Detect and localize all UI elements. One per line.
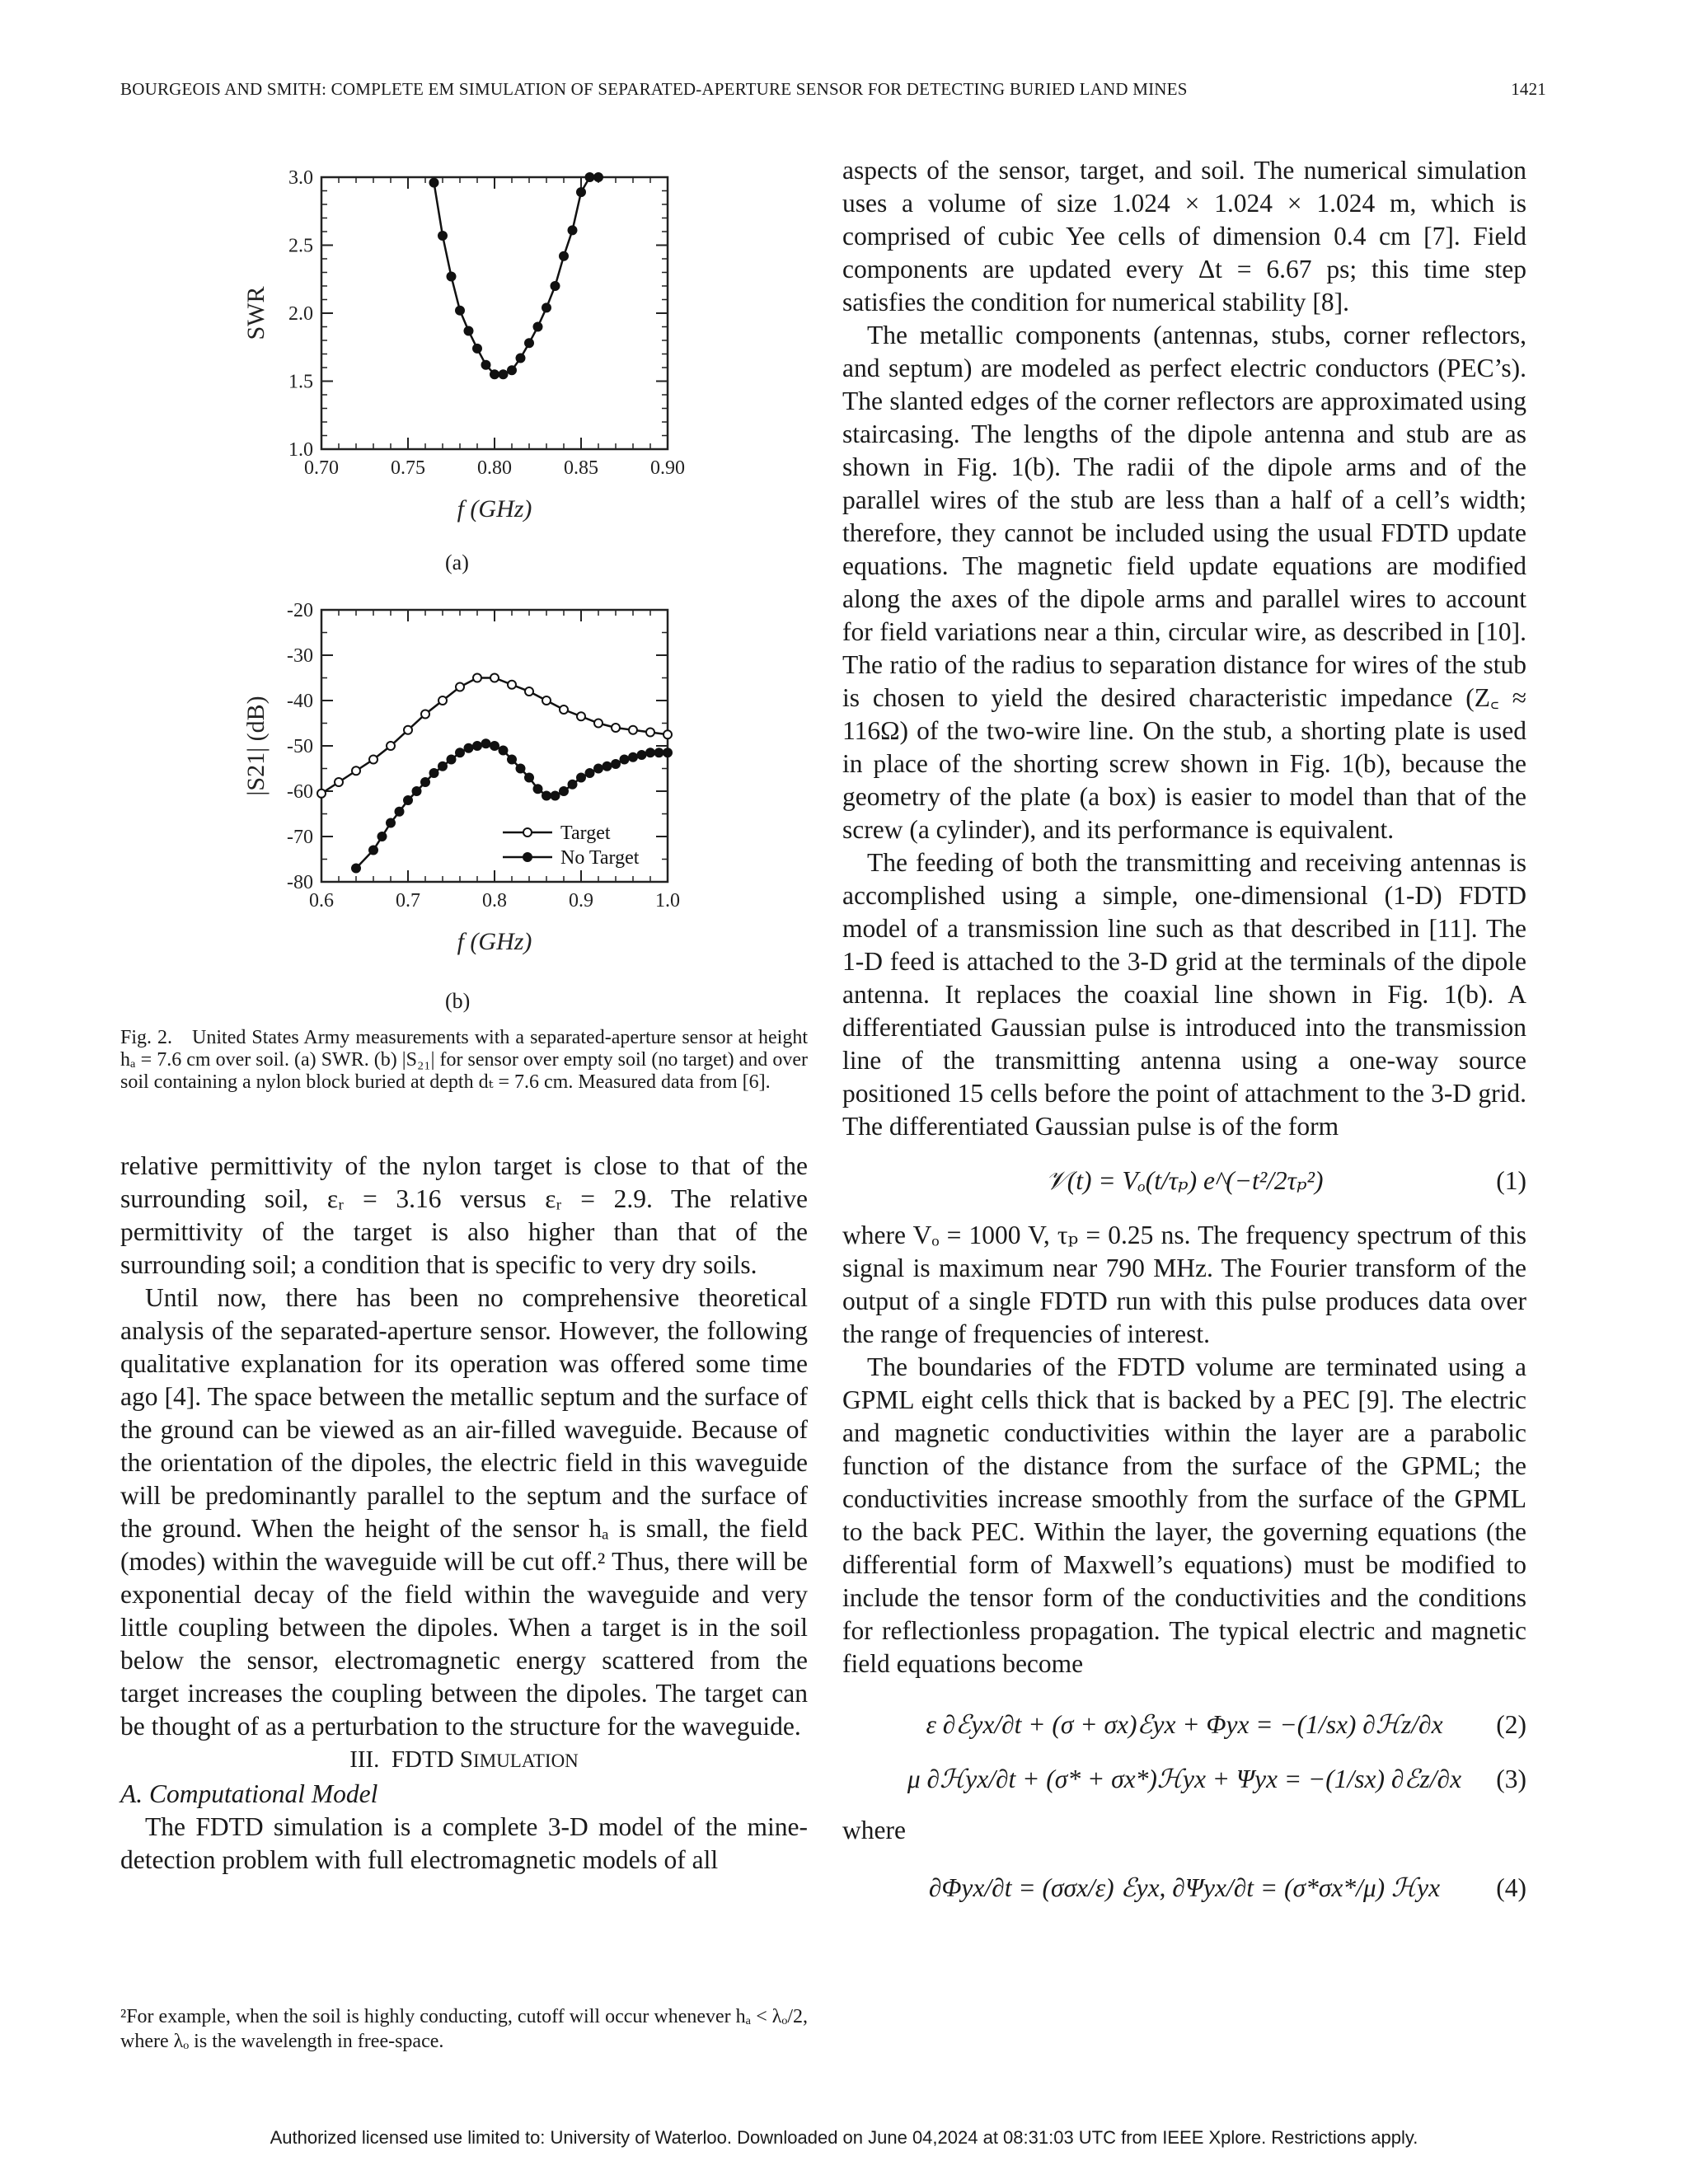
chart-b-data-point bbox=[421, 778, 429, 786]
chart-a-y-tick-label: 2.5 bbox=[288, 235, 313, 257]
chart-b-legend-marker bbox=[523, 853, 532, 861]
left-paragraph-1: relative permittivity of the nylon target is close to that of the surrounding soil, εᵣ = 3.16 versus εᵣ = 2.9. The relative permittivity of the target is also higher than that of the surrounding soil; a condition that is specific to very dry soils. bbox=[120, 1151, 808, 1279]
chart-a-data-point bbox=[577, 188, 585, 196]
chart-a-data-point bbox=[569, 226, 577, 234]
chart-b-y-tick-label: -40 bbox=[287, 691, 313, 712]
chart-a-plot-frame bbox=[321, 177, 668, 449]
chart-b-x-tick-label: 0.6 bbox=[309, 890, 334, 912]
chart-b-data-point bbox=[421, 710, 429, 719]
chart-a-data-point bbox=[430, 179, 438, 187]
chart-b-label: (b) bbox=[445, 989, 471, 1013]
chart-a-x-tick-label: 0.90 bbox=[650, 457, 685, 479]
chart-a-data-point bbox=[551, 282, 560, 290]
where-label: where bbox=[842, 1816, 906, 1844]
equation-3-number: (3) bbox=[1496, 1765, 1526, 1793]
chart-b-data-point bbox=[638, 751, 646, 759]
chart-b-data-point bbox=[369, 846, 377, 855]
chart-b-data-point bbox=[490, 742, 499, 750]
chart-b-y-tick-label: -70 bbox=[287, 827, 313, 848]
chart-b-y-tick-label: -80 bbox=[287, 872, 313, 893]
chart-a-data-point bbox=[438, 232, 447, 240]
equation-2 bbox=[842, 1708, 1526, 1741]
chart-a-data-point bbox=[465, 326, 473, 335]
right-paragraph-4: where Vₒ = 1000 V, τₚ = 0.25 ns. The frequency spectrum of this signal is maximum near 790 MHz. The Fourier transform of the output of a single FDTD run with this pulse produces data over the range of frequencies of interest. bbox=[842, 1221, 1526, 1348]
chart-b-data-point bbox=[612, 760, 620, 768]
chart-b-data-point bbox=[560, 705, 568, 714]
chart-b-y-tick-label: -30 bbox=[287, 645, 313, 667]
license-footer: Authorized licensed use limited to: University of Waterloo. Downloaded on June 04,2024 at 08:31:03 UTC from IEEE Xplore. Restrictions apply. bbox=[270, 2127, 1418, 2148]
chart-b-data-point bbox=[517, 765, 525, 773]
chart-b-data-point bbox=[335, 778, 343, 786]
section-title bbox=[120, 1743, 808, 1778]
chart-a-data-point bbox=[499, 370, 508, 378]
chart-b-x-tick-label: 0.7 bbox=[396, 890, 420, 912]
right-paragraph-1: aspects of the sensor, target, and soil. The numerical simulation uses a volume of size 1.024 × 1.024 × 1.024 m, which is comprised of cubic Yee cells of dimension 0.4 cm [7]. Field components are updated every Δt = 6.67 ps; this time step satisfies the condition for numerical stability [8]. bbox=[842, 156, 1526, 316]
chart-b-data-point bbox=[456, 683, 464, 691]
right-paragraph-5: The boundaries of the FDTD volume are terminated using a GPML eight cells thick that is backed by a PEC [9]. The electric and magnetic conductivities within the layer are a parabolic function of the distance from the surface of the GPML; the conductivities increase smoothly from the surface of the GPML to the back PEC. Within the layer, the governing equations (the differential form of Maxwell’s equations) must be modified to include the tensor form of the conductivities and the conditions for reflectionless propagation. The typical electric and magnetic field equations become bbox=[842, 1352, 1526, 1678]
chart-a-data-point bbox=[560, 252, 568, 260]
figure-caption: Fig. 2. United States Army measurements with a separated-aperture sensor at height hₐ = 7.6 cm over soil. (a) SWR. (b) |S₂₁| for sensor over empty soil (no target) and over soil containing a nylon block buried at depth dₜ = 7.6 cm. Measured data from [6]. bbox=[120, 1027, 808, 1093]
left-paragraph-2: Until now, there has been no comprehensive theoretical analysis of the separated-aperture sensor. However, the following qualitative explanation for its operation was offered some time ago [4]. The space between the metallic septum and the surface of the ground can be viewed as an air-filled waveguide. Because of the orientation of the dipoles, the electric field in this waveguide will be predominantly parallel to the septum and the surface of the ground. When the height of the sensor hₐ is small, the field (modes) within the waveguide will be cut off.² Thus, there will be exponential decay of the field within the waveguide and very little coupling between the dipoles. When a target is in the soil below the sensor, electromagnetic energy scattered from the target increases the coupling between the dipoles. The target can be thought of as a perturbation to the structure for the waveguide. bbox=[120, 1283, 808, 1741]
chart-b-data-point bbox=[369, 756, 377, 764]
chart-a-data-point bbox=[542, 303, 551, 312]
chart-a-data-point bbox=[594, 173, 603, 181]
chart-b-data-point bbox=[387, 819, 395, 827]
subsection-title: A. Computational Model bbox=[120, 1779, 378, 1808]
chart-b-data-point bbox=[404, 796, 412, 804]
chart-b-data-point bbox=[612, 724, 620, 732]
chart-b-data-point bbox=[378, 832, 387, 841]
chart-a-y-tick-label: 3.0 bbox=[288, 167, 313, 189]
chart-b-data-point bbox=[577, 774, 585, 782]
chart-b-data-point bbox=[551, 792, 560, 800]
chart-b-data-point bbox=[534, 785, 542, 793]
chart-b-series-line bbox=[321, 678, 668, 794]
chart-a-x-tick-label: 0.70 bbox=[304, 457, 339, 479]
chart-b-data-point bbox=[387, 742, 395, 750]
chart-a-data-point bbox=[448, 272, 456, 280]
chart-b-legend-label: No Target bbox=[560, 847, 640, 869]
chart-b-y-tick-label: -20 bbox=[287, 600, 313, 621]
chart-b-data-point bbox=[438, 762, 447, 771]
chart-b-data-point bbox=[438, 696, 447, 705]
chart-b-data-point bbox=[499, 747, 508, 755]
equation-4 bbox=[842, 1872, 1526, 1905]
chart-b-data-point bbox=[473, 674, 481, 682]
chart-b-data-point bbox=[352, 865, 360, 873]
chart-a-data-point bbox=[508, 366, 516, 374]
chart-b-x-tick-label: 0.8 bbox=[482, 890, 507, 912]
equation-1-number: (1) bbox=[1496, 1166, 1526, 1195]
chart-a-data-point bbox=[525, 339, 533, 347]
right-column bbox=[842, 154, 1526, 1905]
chart-b-data-point bbox=[508, 681, 516, 689]
chart-a-data-point bbox=[482, 361, 490, 369]
equation-1 bbox=[842, 1165, 1526, 1197]
equation-2-number: (2) bbox=[1496, 1710, 1526, 1739]
chart-b-data-point bbox=[542, 792, 551, 800]
chart-b-data-point bbox=[352, 766, 360, 775]
chart-b-data-point bbox=[629, 726, 637, 734]
chart-b-data-point bbox=[396, 808, 404, 816]
chart-a-y-axis-label: SWR bbox=[242, 286, 270, 340]
chart-b-data-point bbox=[525, 774, 533, 782]
chart-b-data-point bbox=[646, 729, 654, 737]
chart-b bbox=[223, 593, 701, 977]
chart-b-data-point bbox=[646, 748, 654, 757]
chart-a-data-point bbox=[490, 370, 499, 378]
chart-b-y-axis-label: |S21| (dB) bbox=[242, 696, 270, 796]
chart-b-legend-label: Target bbox=[560, 823, 611, 844]
equation-4-body: ∂Φyx/∂t = (σσx/ε) ℰyx, ∂Ψyx/∂t = (σ*σx*/μ) ℋyx bbox=[928, 1873, 1441, 1902]
chart-a-y-tick-label: 1.5 bbox=[288, 371, 313, 393]
chart-a bbox=[223, 161, 701, 544]
chart-b-data-point bbox=[577, 712, 585, 720]
chart-b-data-point bbox=[621, 756, 629, 764]
chart-b-data-point bbox=[430, 769, 438, 777]
chart-a-y-tick-label: 2.0 bbox=[288, 303, 313, 325]
equation-4-number: (4) bbox=[1496, 1873, 1526, 1902]
equation-3 bbox=[842, 1763, 1526, 1796]
chart-b-data-point bbox=[473, 742, 481, 750]
chart-a-data-point bbox=[534, 323, 542, 331]
chart-a-x-tick-label: 0.85 bbox=[564, 457, 598, 479]
chart-b-data-point bbox=[594, 765, 603, 773]
chart-b-data-point bbox=[663, 730, 672, 738]
chart-b-x-tick-label: 1.0 bbox=[655, 890, 680, 912]
section-first: FDTD S bbox=[391, 1746, 474, 1773]
chart-a-svg bbox=[223, 161, 701, 540]
chart-b-data-point bbox=[655, 748, 663, 757]
chart-b-svg bbox=[223, 593, 701, 972]
equation-3-body: μ ∂ℋyx/∂t + (σ* + σx*)ℋyx + Ψyx = −(1/sx) ∂ℰz/∂x bbox=[907, 1765, 1462, 1793]
running-header bbox=[120, 79, 1546, 100]
page-number: 1421 bbox=[1511, 79, 1546, 99]
section-rest: IMULATION bbox=[473, 1750, 579, 1771]
chart-b-y-tick-label: -50 bbox=[287, 736, 313, 757]
chart-a-data-point bbox=[517, 354, 525, 362]
left-paragraph-3: The FDTD simulation is a complete 3-D model of the mine-detection problem with full electromagnetic models of all bbox=[120, 1812, 808, 1874]
chart-b-data-point bbox=[663, 748, 672, 757]
chart-a-x-tick-label: 0.75 bbox=[391, 457, 425, 479]
chart-b-x-axis-label: f (GHz) bbox=[457, 928, 532, 955]
chart-b-data-point bbox=[413, 787, 421, 795]
left-column bbox=[120, 1150, 808, 1877]
running-title: BOURGEOIS AND SMITH: COMPLETE EM SIMULATION OF SEPARATED-APERTURE SENSOR FOR DETECTING BURIED LAND MINES bbox=[120, 79, 1188, 99]
chart-b-data-point bbox=[404, 726, 412, 734]
chart-b-data-point bbox=[569, 780, 577, 789]
chart-b-data-point bbox=[465, 744, 473, 752]
equation-2-body: ε ∂ℰyx/∂t + (σ + σx)ℰyx + Φyx = −(1/sx) ∂ℋz/∂x bbox=[926, 1710, 1443, 1739]
chart-a-data-point bbox=[456, 307, 464, 315]
chart-a-y-tick-label: 1.0 bbox=[288, 439, 313, 461]
chart-a-data-point bbox=[473, 344, 481, 353]
chart-b-data-point bbox=[490, 674, 499, 682]
right-paragraph-3: The feeding of both the transmitting and receiving antennas is accomplished using a simple, one-dimensional (1-D) FDTD model of a transmission line such as that described in [11]. The 1-D feed is attached to the 3-D grid at the terminals of the dipole antenna. It replaces the coaxial line shown in Fig. 1(b). A differentiated Gaussian pulse is introduced into the transmission line of the transmitting antenna using a one-way source positioned 15 cells before the point of attachment to the 3-D grid. The differentiated Gaussian pulse is of the form bbox=[842, 848, 1526, 1141]
chart-b-data-point bbox=[525, 687, 533, 696]
chart-b-data-point bbox=[542, 696, 551, 705]
section-number: III. bbox=[349, 1746, 380, 1773]
chart-b-y-tick-label: -60 bbox=[287, 781, 313, 803]
chart-b-data-point bbox=[482, 739, 490, 748]
chart-a-x-axis-label: f (GHz) bbox=[457, 495, 532, 523]
chart-b-data-point bbox=[603, 762, 612, 771]
chart-b-data-point bbox=[586, 769, 594, 777]
chart-b-data-point bbox=[508, 756, 516, 764]
right-paragraph-2: The metallic components (antennas, stubs, corner reflectors, and septum) are modeled as perfect electric conductors (PEC’s). The slanted edges of the corner reflectors are approximated using staircasing. The lengths of the dipole antenna and stub are as shown in Fig. 1(b). The radii of the dipole arms and of the parallel wires of the stub are less than a half of a cell’s width; therefore, they cannot be included using the usual FDTD update equations. The magnetic field update equations are modified along the axes of the dipole arms and parallel wires to account for field variations near a thin, circular wire, as described in [10]. The ratio of the radius to separation distance for wires of the stub is chosen to yield the desired characteristic impedance (Z꜀ ≈ 116Ω) of the two-wire line. On the stub, a shorting plate is used in place of the shorting screw shown in Fig. 1(b), because the geometry of the plate (a box) is easier to model than that of the screw (a cylinder), and its performance is equivalent. bbox=[842, 321, 1526, 844]
chart-b-data-point bbox=[629, 753, 637, 762]
chart-b-legend-marker bbox=[523, 828, 532, 837]
chart-b-data-point bbox=[560, 787, 568, 795]
chart-b-data-point bbox=[594, 719, 603, 728]
chart-a-data-point bbox=[586, 173, 594, 181]
footnote: ²For example, when the soil is highly conducting, cutoff will occur whenever hₐ < λₒ/2, where λₒ is the wavelength in free-space. bbox=[120, 2006, 808, 2052]
equation-1-body: 𝒱(t) = Vₒ(t/τₚ) e^(−t²/2τₚ²) bbox=[1045, 1166, 1324, 1195]
chart-a-x-tick-label: 0.80 bbox=[477, 457, 512, 479]
chart-b-data-point bbox=[317, 790, 326, 798]
chart-a-label: (a) bbox=[445, 551, 469, 574]
chart-b-x-tick-label: 0.9 bbox=[569, 890, 593, 912]
chart-b-data-point bbox=[448, 756, 456, 764]
chart-a-series-line bbox=[434, 177, 599, 374]
chart-b-data-point bbox=[456, 748, 464, 757]
